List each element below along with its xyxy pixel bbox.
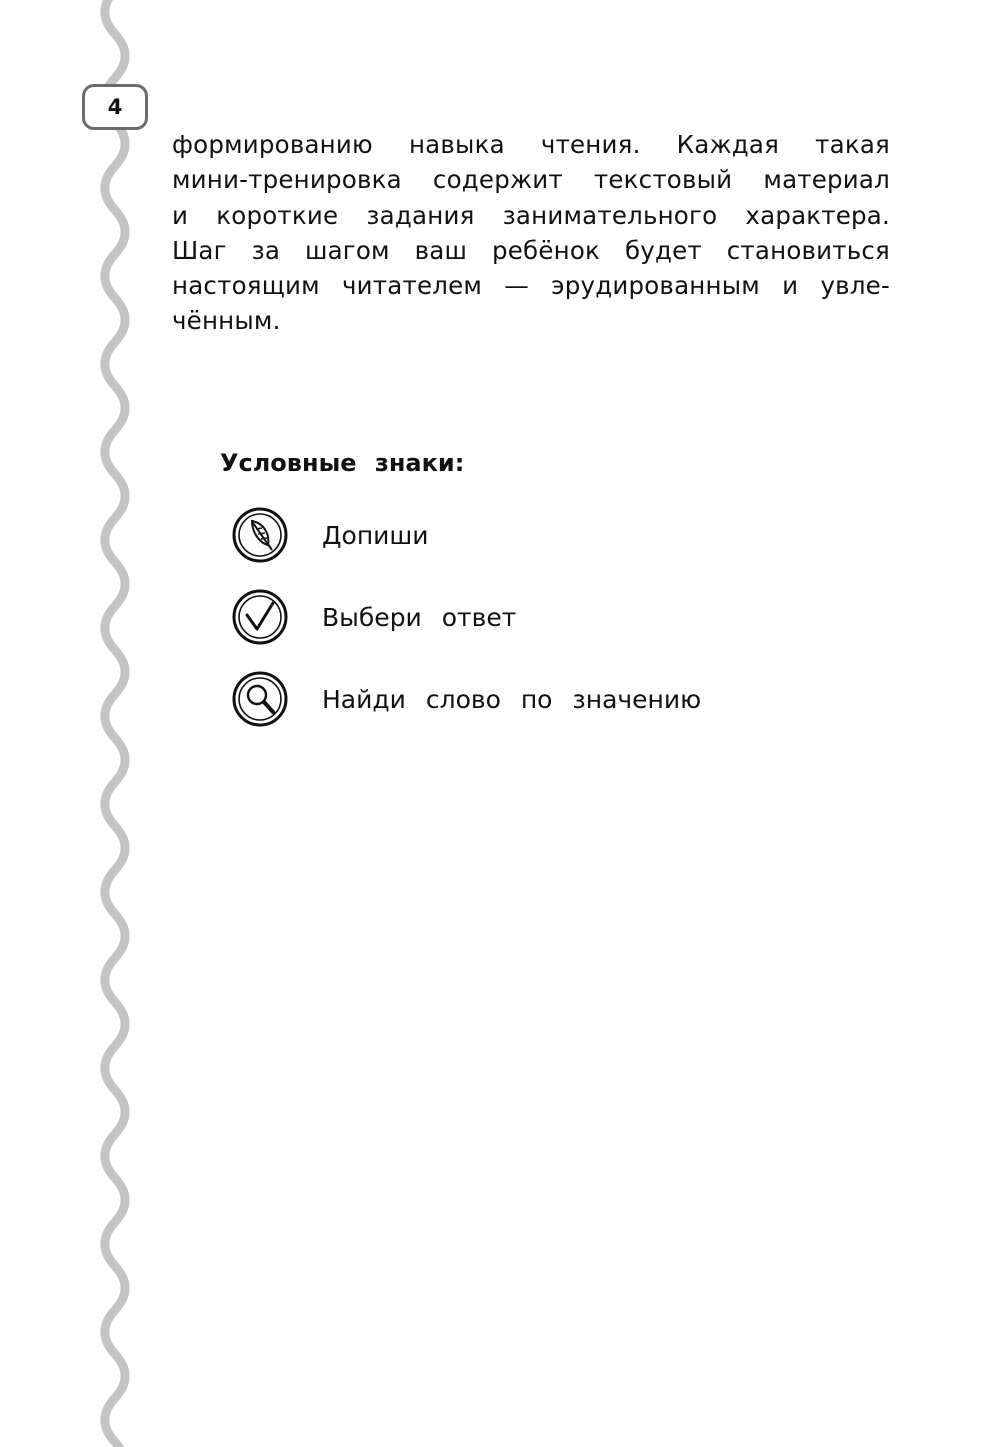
legend-item-complete [232,507,429,563]
body-line: и короткие задания занимательного характера. [172,200,890,230]
checkmark-icon [232,589,288,645]
body-line: Шаг за шагом ваш ребёнок будет становиться [172,235,890,265]
page-number: 4 [82,84,148,130]
body-line: мини-тренировка содержит текстовый материал [172,165,890,195]
decorative-wave-border [0,0,150,1447]
legend-label: Выбери ответ [322,602,517,632]
legend-label: Найди слово по значению [322,684,702,714]
feather-pen-icon [232,507,288,563]
legend-item-find-word [232,671,701,727]
legend-label: Допиши [322,520,429,550]
body-paragraph [172,127,890,339]
body-line: чённым. [172,306,281,336]
body-line: формированию навыка чтения. Каждая такая [172,130,890,159]
body-line: настоящим читателем — эрудированным и увле- [172,271,890,301]
magnifier-icon [232,671,288,727]
legend-title: Условные знаки: [220,449,465,477]
legend-item-choose [232,589,516,645]
